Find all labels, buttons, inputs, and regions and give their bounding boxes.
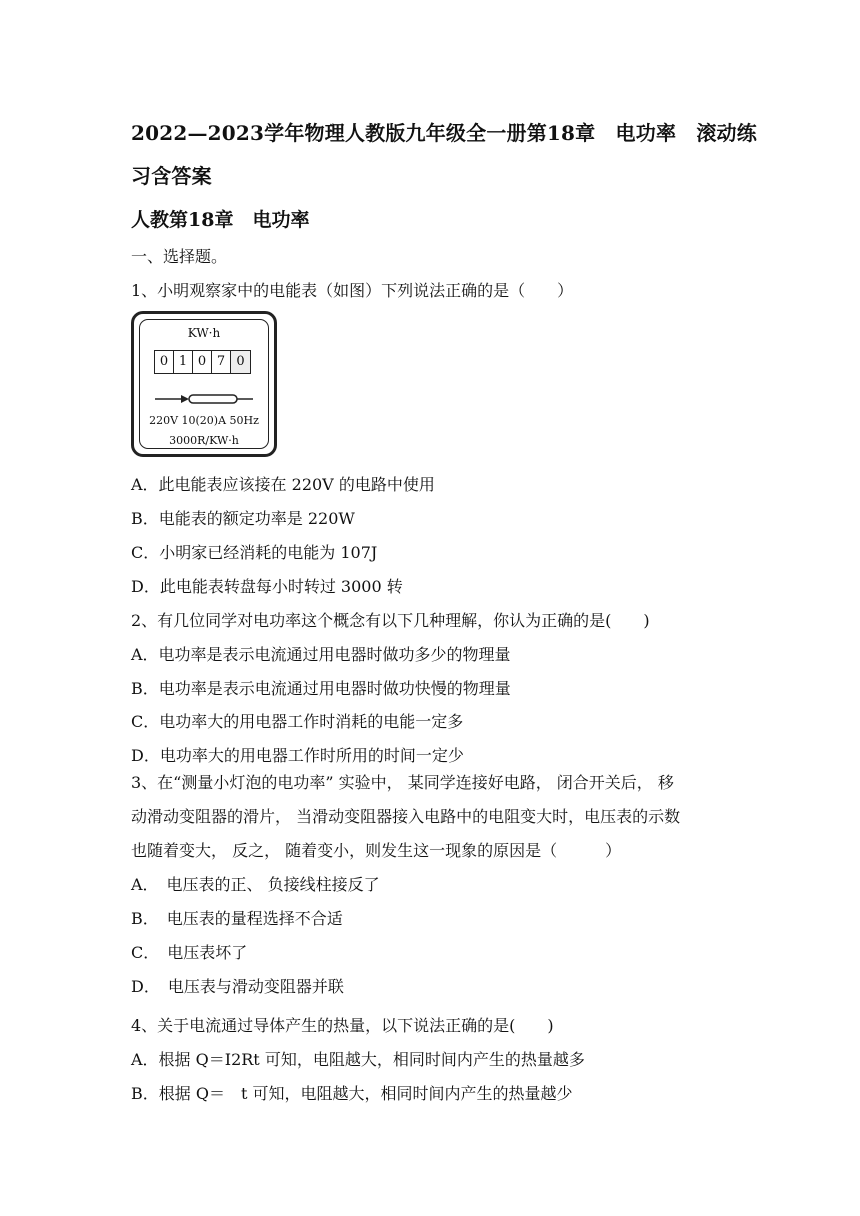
question-1-stem: 1、小明观察家中的电能表（如图）下列说法正确的是（ ） [131, 281, 574, 300]
chapter-heading: 人教第18章 电功率 [131, 209, 310, 231]
meter-unit-label: KW·h [187, 326, 221, 340]
question-1-option-d: D．此电能表转盘每小时转过 3000 转 [131, 577, 403, 596]
meter-decimal-digit: 0 [231, 351, 250, 373]
meter-inner-frame [139, 319, 269, 449]
question-2-option-c: C．电功率大的用电器工作时消耗的电能一定多 [131, 712, 464, 731]
title-line-1: 2022—2023学年物理人教版九年级全一册第18章 电功率 滚动练 [131, 121, 757, 145]
question-3-stem-line-3: 也随着变大， 反之， 随着变小，则发生这一现象的原因是（ ） [131, 841, 622, 860]
question-2-option-a: A．电功率是表示电流通过用电器时做功多少的物理量 [131, 645, 511, 664]
question-1-option-b: B．电能表的额定功率是 220W [131, 509, 355, 528]
question-2-stem: 2、有几位同学对电功率这个概念有以下几种理解，你认为正确的是( ) [131, 611, 650, 630]
question-3-option-c: C． 电压表坏了 [131, 943, 248, 962]
meter-digit: 7 [212, 351, 231, 373]
electricity-meter-figure [131, 311, 277, 457]
question-2-option-b: B．电功率是表示电流通过用电器时做功快慢的物理量 [131, 679, 511, 698]
meter-spec-revolutions: 3000R/KW·h [169, 434, 239, 447]
question-4-option-b: B．根据 Q＝ t 可知，电阻越大，相同时间内产生的热量越少 [131, 1084, 573, 1103]
meter-digit: 1 [174, 351, 193, 373]
meter-digit-display [154, 350, 251, 374]
meter-spec-rating: 220V 10(20)A 50Hz [149, 414, 259, 427]
question-3-stem-line-1: 3、在“测量小灯泡的电功率” 实验中， 某同学连接好电路， 闭合开关后， 移 [131, 773, 674, 792]
question-3-stem-line-2: 动滑动变阻器的滑片， 当滑动变阻器接入电路中的电阻变大时，电压表的示数 [131, 807, 681, 826]
meter-digit: 0 [193, 351, 212, 373]
meter-digit: 0 [155, 351, 174, 373]
question-2-option-d: D．电功率大的用电器工作时所用的时间一定少 [131, 746, 464, 765]
question-1-option-c: C．小明家已经消耗的电能为 107J [131, 543, 378, 562]
question-4-option-a: A．根据 Q＝I2Rt 可知，电阻越大，相同时间内产生的热量越多 [131, 1050, 585, 1069]
question-3-option-d: D． 电压表与滑动变阻器并联 [131, 977, 344, 996]
question-3-option-b: B． 电压表的量程选择不合适 [131, 909, 343, 928]
question-4-stem: 4、关于电流通过导体产生的热量，以下说法正确的是( ) [131, 1016, 554, 1035]
section-heading: 一、选择题。 [131, 247, 228, 266]
title-line-2: 习含答案 [131, 164, 212, 188]
question-1-option-a: A．此电能表应该接在 220V 的电路中使用 [131, 475, 435, 494]
question-3-option-a: A． 电压表的正、 负接线柱接反了 [131, 875, 380, 894]
meter-rotation-arrow-icon [155, 392, 255, 406]
